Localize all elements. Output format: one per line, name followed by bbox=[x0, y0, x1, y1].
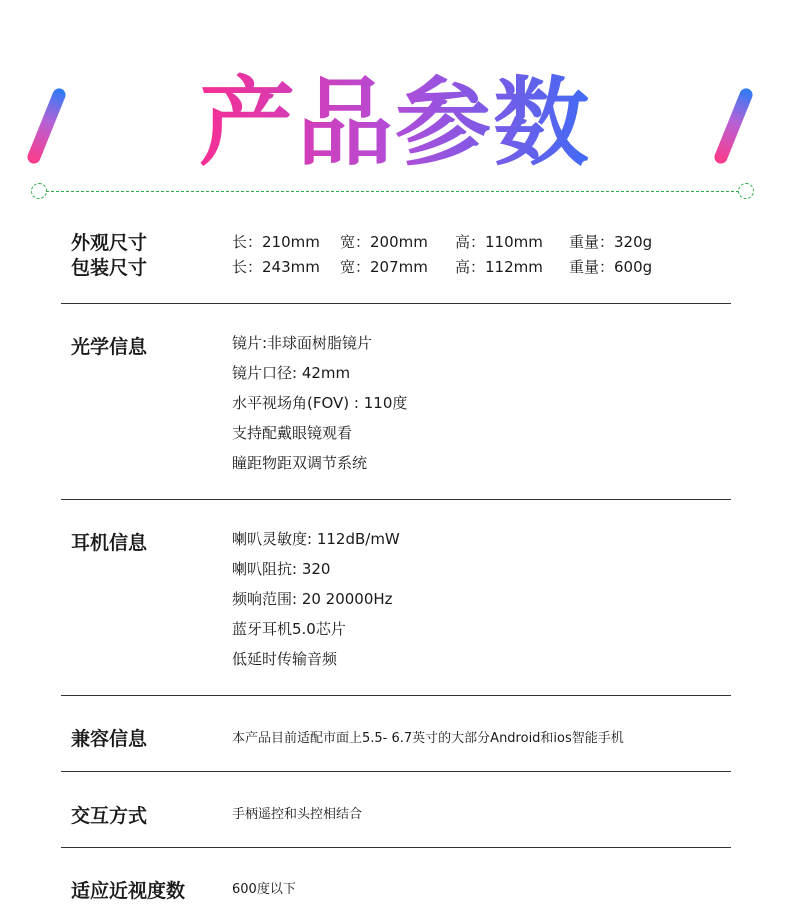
section-label: 兼容信息 bbox=[71, 728, 148, 750]
interaction-section bbox=[61, 799, 731, 839]
package-height: 高：112mm bbox=[455, 258, 543, 276]
optical-info-section bbox=[61, 330, 731, 490]
myopia-section bbox=[61, 874, 731, 914]
spec-line: 600度以下 bbox=[232, 882, 296, 897]
section-label: 光学信息 bbox=[71, 336, 148, 358]
spec-line: 本产品目前适配市面上5.5- 6.7英寸的大部分Android和ios智能手机 bbox=[232, 731, 624, 746]
product-size-label: 外观尺寸 bbox=[71, 232, 148, 254]
spec-line: 喇叭阻抗: 320 bbox=[232, 560, 331, 578]
section-rule bbox=[61, 499, 731, 500]
headphone-info-section bbox=[61, 526, 731, 686]
package-weight: 重量：600g bbox=[569, 258, 653, 276]
section-rule bbox=[61, 695, 731, 696]
dimensions-row bbox=[61, 228, 731, 288]
package-width: 宽：207mm bbox=[340, 258, 428, 276]
section-label: 适应近视度数 bbox=[71, 880, 186, 902]
product-length: 长：210mm bbox=[232, 233, 320, 251]
dashed-divider bbox=[46, 191, 739, 192]
section-label: 交互方式 bbox=[71, 805, 148, 827]
spec-line: 手柄遥控和头控相结合 bbox=[232, 807, 363, 822]
section-label: 耳机信息 bbox=[71, 532, 148, 554]
spec-line: 镜片口径: 42mm bbox=[232, 364, 351, 382]
product-width: 宽：200mm bbox=[340, 233, 428, 251]
spec-line: 喇叭灵敏度: 112dB/mW bbox=[232, 530, 400, 548]
page-title: 产品参数 bbox=[0, 68, 790, 178]
package-size-label: 包装尺寸 bbox=[71, 257, 148, 279]
package-dimensions bbox=[232, 256, 652, 277]
spec-line: 低延时传输音频 bbox=[232, 650, 338, 668]
section-rule bbox=[61, 847, 731, 848]
spec-line: 瞳距物距双调节系统 bbox=[232, 454, 368, 472]
package-length: 长：243mm bbox=[232, 258, 320, 276]
divider-ring-right bbox=[738, 183, 754, 199]
spec-line: 支持配戴眼镜观看 bbox=[232, 424, 353, 442]
compatibility-section bbox=[61, 722, 731, 762]
divider-ring-left bbox=[31, 183, 47, 199]
section-rule bbox=[61, 771, 731, 772]
spec-line: 水平视场角(FOV) : 110度 bbox=[232, 394, 408, 412]
spec-line: 蓝牙耳机5.0芯片 bbox=[232, 620, 346, 638]
product-weight: 重量：320g bbox=[569, 233, 653, 251]
product-height: 高：110mm bbox=[455, 233, 543, 251]
product-dimensions bbox=[232, 231, 652, 252]
section-rule bbox=[61, 303, 731, 304]
spec-line: 镜片:非球面树脂镜片 bbox=[232, 334, 373, 352]
spec-line: 频响范围: 20 20000Hz bbox=[232, 590, 393, 608]
